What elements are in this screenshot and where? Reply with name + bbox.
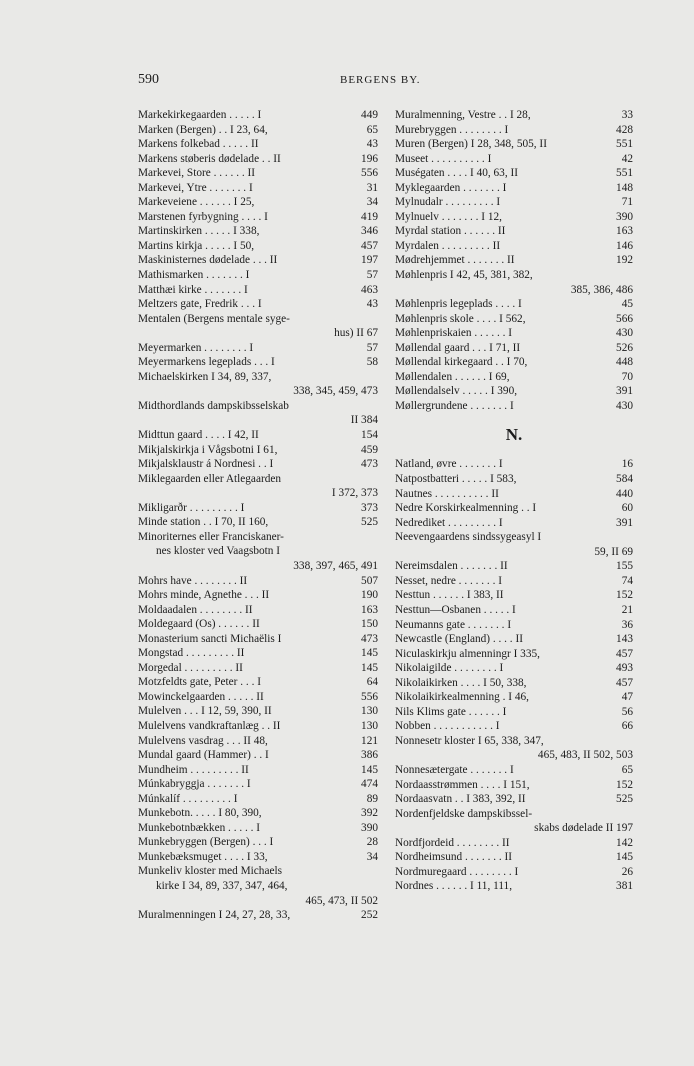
index-entry bbox=[138, 195, 378, 210]
index-entry bbox=[138, 123, 378, 138]
entry-page-ref: 56 bbox=[621, 705, 633, 718]
index-entry bbox=[138, 341, 378, 356]
entry-term: Nikolaigilde . . . . . . . . I bbox=[395, 662, 504, 675]
index-entry bbox=[395, 632, 633, 647]
index-entry bbox=[138, 588, 378, 603]
entry-term: Munkebryggen (Bergen) . . . I bbox=[138, 836, 274, 849]
index-entry bbox=[138, 312, 378, 341]
entry-page-ref: 493 bbox=[616, 662, 633, 675]
entry-term: Meyermarken . . . . . . . . I bbox=[138, 341, 254, 354]
index-entry bbox=[138, 748, 378, 763]
entry-page-ref: 64 bbox=[366, 676, 378, 689]
entry-page-ref: 163 bbox=[616, 225, 633, 238]
entry-term: Moldegaard (Os) . . . . . . II bbox=[138, 618, 260, 631]
entry-term: Mundheim . . . . . . . . . II bbox=[138, 763, 249, 776]
entry-term: Muralmenning, Vestre . . I 28, bbox=[395, 109, 531, 121]
entry-page-ref: 551 bbox=[616, 167, 633, 180]
index-entry bbox=[138, 428, 378, 443]
entry-term: Neumanns gate . . . . . . . I bbox=[395, 618, 512, 631]
index-entry bbox=[138, 472, 378, 501]
entry-page-ref: 507 bbox=[361, 574, 378, 587]
entry-term: Museet . . . . . . . . . . I bbox=[395, 152, 492, 165]
index-entry bbox=[395, 108, 633, 123]
entry-term: Meyermarkens legeplads . . . I bbox=[138, 356, 275, 369]
index-entry bbox=[395, 792, 633, 807]
entry-term: Muralmenningen I 24, 27, 28, 33, bbox=[138, 909, 291, 922]
entry-term: Nordheimsund . . . . . . . II bbox=[395, 851, 513, 864]
entry-term: Mulelvens vasdrag . . . II 48, bbox=[138, 734, 268, 747]
entry-continuation: 338, 397, 465, 491 bbox=[293, 559, 378, 572]
entry-page-ref: 457 bbox=[616, 647, 633, 660]
index-entry bbox=[138, 239, 378, 254]
entry-term: Møhlenpris skole . . . . I 562, bbox=[395, 312, 526, 325]
index-entry bbox=[395, 618, 633, 633]
entry-term: Nesttun—Osbanen . . . . . I bbox=[395, 603, 516, 616]
entry-page-ref: 26 bbox=[621, 865, 633, 878]
entry-page-ref: 457 bbox=[361, 239, 378, 252]
index-entry bbox=[138, 443, 378, 458]
index-entry bbox=[395, 676, 633, 691]
index-entry bbox=[395, 224, 633, 239]
index-entry bbox=[395, 210, 633, 225]
entry-page-ref: 36 bbox=[621, 618, 633, 631]
entry-term: Meltzers gate, Fredrik . . . I bbox=[138, 298, 262, 311]
entry-term: Nordenfjeldske dampskibssel- bbox=[395, 807, 533, 820]
entry-term: Matthæi kirke . . . . . . . I bbox=[138, 283, 248, 296]
entry-page-ref: 16 bbox=[621, 458, 633, 471]
index-entry bbox=[395, 297, 633, 312]
entry-term: Mylnudalr . . . . . . . . . I bbox=[395, 196, 501, 209]
entry-term: Møllendal kirkegaard . . I 70, bbox=[395, 356, 528, 369]
index-entry bbox=[395, 836, 633, 851]
entry-term: Nordaasvatn . . I 383, 392, II bbox=[395, 793, 526, 806]
index-entry bbox=[138, 646, 378, 661]
index-entry bbox=[138, 850, 378, 865]
entry-page-ref: 65 bbox=[366, 123, 378, 136]
index-entry bbox=[395, 865, 633, 880]
entry-page-ref: 390 bbox=[361, 821, 378, 834]
index-entry bbox=[138, 297, 378, 312]
entry-term: Muren (Bergen) I 28, 348, 505, II bbox=[395, 138, 547, 151]
entry-page-ref: 142 bbox=[616, 836, 633, 849]
entry-term: Murebryggen . . . . . . . . I bbox=[395, 123, 509, 136]
entry-page-ref: 154 bbox=[361, 429, 378, 442]
index-entry bbox=[138, 530, 378, 574]
entry-term: Nereimsdalen . . . . . . . II bbox=[395, 560, 508, 573]
entry-term: Mowinckelgaarden . . . . . II bbox=[138, 690, 264, 703]
entry-continuation: I 372, 373 bbox=[331, 487, 378, 500]
index-entry bbox=[395, 559, 633, 574]
entry-term: Mikjalskirkja i Vågsbotni I 61, bbox=[138, 443, 278, 456]
index-column-right bbox=[395, 108, 633, 894]
entry-page-ref: 392 bbox=[361, 807, 378, 820]
index-entry bbox=[395, 778, 633, 793]
entry-page-ref: 21 bbox=[621, 603, 633, 616]
entry-term: Møllendal gaard . . . I 71, II bbox=[395, 341, 521, 354]
entry-page-ref: 391 bbox=[616, 516, 633, 529]
entry-continuation: II 384 bbox=[350, 414, 378, 427]
entry-continuation: nes kloster ved Vaagsbotn I bbox=[156, 545, 281, 558]
index-entry bbox=[395, 603, 633, 618]
entry-term: Monasterium sancti Michaëlis I bbox=[138, 632, 282, 645]
entry-term: Nikolaikirkealmenning . I 46, bbox=[395, 691, 529, 704]
entry-term: Morgedal . . . . . . . . . II bbox=[138, 661, 243, 674]
index-entry bbox=[395, 472, 633, 487]
entry-page-ref: 252 bbox=[361, 909, 378, 922]
page-number: 590 bbox=[138, 72, 159, 87]
index-entry bbox=[395, 355, 633, 370]
entry-page-ref: 459 bbox=[361, 443, 378, 456]
entry-page-ref: 33 bbox=[621, 109, 633, 121]
index-entry bbox=[138, 166, 378, 181]
entry-page-ref: 474 bbox=[361, 778, 378, 791]
index-entry bbox=[138, 908, 378, 923]
entry-page-ref: 430 bbox=[616, 399, 633, 412]
entry-term: Newcastle (England) . . . . II bbox=[395, 633, 523, 646]
index-entry bbox=[138, 763, 378, 778]
index-entry bbox=[138, 704, 378, 719]
entry-page-ref: 71 bbox=[621, 196, 633, 209]
entry-term: Nordfjordeid . . . . . . . . II bbox=[395, 836, 510, 849]
entry-term: Natland, øvre . . . . . . . I bbox=[395, 458, 503, 471]
entry-term: Motzfeldts gate, Peter . . . I bbox=[138, 676, 261, 689]
index-entry bbox=[138, 806, 378, 821]
index-entry bbox=[138, 108, 378, 123]
entry-term: Nedre Korskirkealmenning . . I bbox=[395, 502, 537, 515]
index-entry bbox=[395, 719, 633, 734]
entry-term: Mikjalsklaustr á Nordnesi . . I bbox=[138, 458, 274, 471]
entry-page-ref: 130 bbox=[361, 705, 378, 718]
entry-term: Mentalen (Bergens mentale syge- bbox=[138, 312, 290, 325]
entry-page-ref: 346 bbox=[361, 225, 378, 238]
entry-page-ref: 66 bbox=[621, 720, 633, 733]
index-entry bbox=[395, 690, 633, 705]
entry-page-ref: 163 bbox=[361, 603, 378, 616]
entry-page-ref: 28 bbox=[366, 836, 378, 849]
entry-page-ref: 430 bbox=[616, 327, 633, 340]
entry-term: Nesttun . . . . . . I 383, II bbox=[395, 589, 504, 602]
index-entry bbox=[138, 370, 378, 399]
index-group-n bbox=[395, 457, 633, 893]
index-entry bbox=[138, 690, 378, 705]
entry-term: Minde station . . I 70, II 160, bbox=[138, 516, 269, 529]
index-entry bbox=[138, 574, 378, 589]
entry-page-ref: 473 bbox=[361, 632, 378, 645]
entry-continuation: 338, 345, 459, 473 bbox=[293, 385, 378, 398]
entry-continuation: kirke I 34, 89, 337, 347, 464, bbox=[156, 879, 288, 892]
entry-term: Mongstad . . . . . . . . . II bbox=[138, 647, 245, 660]
entry-term: Minoriternes eller Franciskaner- bbox=[138, 530, 284, 543]
entry-term: Nesset, nedre . . . . . . . I bbox=[395, 574, 502, 587]
entry-term: Maskinisternes dødelade . . . II bbox=[138, 254, 278, 267]
entry-page-ref: 57 bbox=[366, 341, 378, 354]
entry-page-ref: 121 bbox=[361, 734, 378, 747]
entry-term: Nordaasstrømmen . . . . I 151, bbox=[395, 778, 530, 791]
index-entry bbox=[395, 574, 633, 589]
index-entry bbox=[395, 399, 633, 414]
entry-page-ref: 145 bbox=[361, 647, 378, 660]
entry-term: Múnkalíf . . . . . . . . . I bbox=[138, 792, 238, 805]
entry-term: Mulelvens vandkraftanlæg . . II bbox=[138, 719, 281, 732]
entry-continuation: skabs dødelade II 197 bbox=[534, 822, 633, 835]
entry-page-ref: 60 bbox=[621, 502, 633, 515]
index-entry bbox=[138, 661, 378, 676]
entry-term: Mohrs minde, Agnethe . . . II bbox=[138, 589, 270, 602]
entry-page-ref: 386 bbox=[361, 749, 378, 762]
entry-page-ref: 390 bbox=[616, 210, 633, 223]
entry-term: Martinskirken . . . . . I 338, bbox=[138, 225, 260, 238]
entry-page-ref: 146 bbox=[616, 239, 633, 252]
entry-page-ref: 196 bbox=[361, 152, 378, 165]
index-entry bbox=[138, 224, 378, 239]
index-entry bbox=[395, 734, 633, 763]
entry-term: Markens støberis dødelade . . II bbox=[138, 152, 281, 165]
entry-page-ref: 428 bbox=[616, 123, 633, 136]
entry-page-ref: 448 bbox=[616, 356, 633, 369]
entry-page-ref: 45 bbox=[621, 298, 633, 311]
entry-page-ref: 152 bbox=[616, 778, 633, 791]
index-entry bbox=[138, 777, 378, 792]
entry-page-ref: 130 bbox=[361, 719, 378, 732]
entry-page-ref: 145 bbox=[361, 763, 378, 776]
entry-term: Niculaskirkju almenningr I 335, bbox=[395, 647, 540, 660]
entry-page-ref: 449 bbox=[361, 109, 378, 121]
entry-term: Midthordlands dampskibsselskab bbox=[138, 399, 289, 412]
index-entry bbox=[138, 152, 378, 167]
index-column-left bbox=[138, 108, 378, 923]
entry-term: Neevengaardens sindssygeasyl I bbox=[395, 531, 542, 544]
index-entry bbox=[395, 384, 633, 399]
index-entry bbox=[138, 355, 378, 370]
index-entry bbox=[395, 341, 633, 356]
index-entry bbox=[138, 457, 378, 472]
index-entry bbox=[138, 734, 378, 749]
entry-term: Møllendalen . . . . . . I 69, bbox=[395, 370, 510, 383]
index-entry bbox=[395, 501, 633, 516]
index-entry bbox=[395, 370, 633, 385]
entry-term: Nonnesætergate . . . . . . . I bbox=[395, 763, 514, 776]
index-entry bbox=[395, 181, 633, 196]
entry-term: Nikolaikirken . . . . I 50, 338, bbox=[395, 676, 527, 689]
entry-term: Múnkabryggja . . . . . . . I bbox=[138, 778, 251, 791]
index-entry bbox=[395, 326, 633, 341]
section-letter: N. bbox=[505, 425, 523, 445]
entry-term: Nedrediket . . . . . . . . . I bbox=[395, 516, 503, 529]
entry-term: Michaelskirken I 34, 89, 337, bbox=[138, 370, 272, 383]
entry-term: Møllendalselv . . . . . I 390, bbox=[395, 385, 518, 398]
entry-page-ref: 42 bbox=[621, 152, 633, 165]
entry-term: Møhlenpris I 42, 45, 381, 382, bbox=[395, 269, 533, 282]
entry-page-ref: 47 bbox=[621, 691, 633, 704]
entry-page-ref: 43 bbox=[366, 298, 378, 311]
entry-term: Mødrehjemmet . . . . . . . II bbox=[395, 254, 515, 267]
index-entry bbox=[138, 617, 378, 632]
entry-term: Munkebotn. . . . . I 80, 390, bbox=[138, 807, 262, 820]
entry-page-ref: 551 bbox=[616, 138, 633, 151]
entry-page-ref: 148 bbox=[616, 181, 633, 194]
entry-page-ref: 556 bbox=[361, 690, 378, 703]
entry-continuation: 465, 483, II 502, 503 bbox=[537, 749, 633, 762]
entry-continuation: 465, 473, II 502 bbox=[305, 894, 378, 907]
index-entry bbox=[395, 530, 633, 559]
index-entry bbox=[395, 647, 633, 662]
index-entry bbox=[138, 137, 378, 152]
entry-term: Markevei, Ytre . . . . . . . I bbox=[138, 181, 253, 194]
entry-continuation: 59, II 69 bbox=[594, 545, 633, 558]
entry-term: Nils Klims gate . . . . . . I bbox=[395, 705, 507, 718]
entry-page-ref: 556 bbox=[361, 167, 378, 180]
entry-term: Møhlenpriskaien . . . . . . I bbox=[395, 327, 513, 340]
entry-term: Marstenen fyrbygning . . . . I bbox=[138, 210, 268, 223]
entry-term: Mylnuelv . . . . . . . I 12, bbox=[395, 210, 503, 223]
entry-page-ref: 43 bbox=[366, 138, 378, 151]
entry-page-ref: 145 bbox=[616, 851, 633, 864]
entry-page-ref: 34 bbox=[366, 850, 378, 863]
entry-term: Miklegaarden eller Atlegaarden bbox=[138, 472, 282, 485]
index-entry bbox=[395, 661, 633, 676]
entry-page-ref: 155 bbox=[616, 560, 633, 573]
entry-term: Moldaadalen . . . . . . . . II bbox=[138, 603, 253, 616]
entry-term: Nordnes . . . . . . I 11, 111, bbox=[395, 880, 513, 893]
entry-page-ref: 463 bbox=[361, 283, 378, 296]
index-entry bbox=[395, 588, 633, 603]
entry-page-ref: 31 bbox=[366, 181, 378, 194]
index-entry bbox=[138, 821, 378, 836]
index-entry bbox=[395, 268, 633, 297]
entry-term: Markevei, Store . . . . . . II bbox=[138, 167, 256, 180]
entry-page-ref: 525 bbox=[361, 516, 378, 529]
entry-term: Myrdalen . . . . . . . . . II bbox=[395, 239, 501, 252]
entry-page-ref: 57 bbox=[366, 269, 378, 282]
entry-page-ref: 419 bbox=[361, 210, 378, 223]
entry-term: Myrdal station . . . . . . II bbox=[395, 225, 506, 238]
entry-term: Munkebotnbækken . . . . . I bbox=[138, 821, 261, 834]
index-entry bbox=[138, 603, 378, 618]
index-entry bbox=[138, 268, 378, 283]
running-title: BERGENS BY. bbox=[340, 74, 421, 86]
index-entry bbox=[395, 123, 633, 138]
index-group-m bbox=[395, 108, 633, 413]
index-entry bbox=[395, 457, 633, 472]
index-entry bbox=[395, 516, 633, 531]
entry-term: Mohrs have . . . . . . . . II bbox=[138, 574, 248, 587]
entry-term: Mulelven . . . I 12, 59, 390, II bbox=[138, 705, 272, 718]
index-entry bbox=[138, 632, 378, 647]
index-entry bbox=[138, 181, 378, 196]
index-entry bbox=[138, 792, 378, 807]
entry-page-ref: 584 bbox=[616, 473, 633, 486]
index-entry bbox=[395, 879, 633, 894]
entry-page-ref: 145 bbox=[361, 661, 378, 674]
entry-term: Munkeliv kloster med Michaels bbox=[138, 865, 283, 878]
index-entry bbox=[395, 137, 633, 152]
entry-page-ref: 65 bbox=[621, 763, 633, 776]
entry-term: Mikligarðr . . . . . . . . . I bbox=[138, 501, 245, 514]
index-entry bbox=[395, 763, 633, 778]
entry-term: Markeveiene . . . . . . I 25, bbox=[138, 196, 255, 209]
entry-page-ref: 190 bbox=[361, 589, 378, 602]
entry-page-ref: 440 bbox=[616, 487, 633, 500]
entry-page-ref: 473 bbox=[361, 458, 378, 471]
index-entry bbox=[138, 501, 378, 516]
entry-term: Markekirkegaarden . . . . . I bbox=[138, 109, 262, 121]
index-entry bbox=[395, 166, 633, 181]
index-entry bbox=[138, 719, 378, 734]
entry-page-ref: 89 bbox=[366, 792, 378, 805]
entry-page-ref: 373 bbox=[361, 501, 378, 514]
entry-page-ref: 526 bbox=[616, 341, 633, 354]
entry-term: Munkebæksmuget . . . . I 33, bbox=[138, 850, 268, 863]
index-entry bbox=[395, 253, 633, 268]
index-entry bbox=[138, 283, 378, 298]
entry-page-ref: 566 bbox=[616, 312, 633, 325]
entry-page-ref: 197 bbox=[361, 254, 378, 267]
index-entry bbox=[395, 850, 633, 865]
entry-term: Mathismarken . . . . . . . I bbox=[138, 269, 250, 282]
entry-page-ref: 525 bbox=[616, 793, 633, 806]
entry-page-ref: 58 bbox=[366, 356, 378, 369]
index-entry bbox=[395, 807, 633, 836]
index-entry bbox=[395, 705, 633, 720]
entry-term: Marken (Bergen) . . I 23, 64, bbox=[138, 123, 268, 136]
index-entry bbox=[138, 864, 378, 908]
entry-page-ref: 192 bbox=[616, 254, 633, 267]
entry-page-ref: 457 bbox=[616, 676, 633, 689]
index-entry bbox=[138, 515, 378, 530]
entry-term: Natpostbatteri . . . . . I 583, bbox=[395, 473, 517, 486]
index-entry bbox=[395, 239, 633, 254]
entry-page-ref: 381 bbox=[616, 880, 633, 893]
entry-term: Møhlenpris legeplads . . . . I bbox=[395, 298, 522, 311]
entry-term: Markens folkebad . . . . . II bbox=[138, 138, 259, 151]
entry-page-ref: 70 bbox=[621, 370, 633, 383]
entry-term: Midttun gaard . . . . I 42, II bbox=[138, 429, 259, 442]
entry-page-ref: 34 bbox=[366, 196, 378, 209]
index-entry bbox=[138, 210, 378, 225]
entry-page-ref: 150 bbox=[361, 618, 378, 631]
entry-term: Myklegaarden . . . . . . . I bbox=[395, 181, 507, 194]
entry-term: Mundal gaard (Hammer) . . I bbox=[138, 749, 269, 762]
index-entry bbox=[138, 253, 378, 268]
entry-continuation: 385, 386, 486 bbox=[570, 283, 633, 296]
index-entry bbox=[395, 312, 633, 327]
index-entry bbox=[395, 195, 633, 210]
entry-term: Nobben . . . . . . . . . . . I bbox=[395, 720, 500, 733]
entry-term: Muségaten . . . . I 40, 63, II bbox=[395, 167, 518, 180]
entry-term: Nonnesetr kloster I 65, 338, 347, bbox=[395, 734, 544, 747]
index-entry bbox=[138, 399, 378, 428]
index-entry bbox=[395, 152, 633, 167]
index-entry bbox=[138, 675, 378, 690]
entry-term: Martins kirkja . . . . . I 50, bbox=[138, 239, 255, 252]
entry-page-ref: 143 bbox=[616, 633, 633, 646]
index-entry bbox=[138, 835, 378, 850]
entry-term: Nordmuregaard . . . . . . . . I bbox=[395, 865, 519, 878]
entry-page-ref: 74 bbox=[621, 574, 633, 587]
entry-page-ref: 391 bbox=[616, 385, 633, 398]
entry-term: Møllergrundene . . . . . . . I bbox=[395, 399, 514, 412]
entry-continuation: hus) II 67 bbox=[334, 327, 378, 340]
entry-term: Nautnes . . . . . . . . . . II bbox=[395, 487, 499, 500]
index-entry bbox=[395, 487, 633, 502]
entry-page-ref: 152 bbox=[616, 589, 633, 602]
